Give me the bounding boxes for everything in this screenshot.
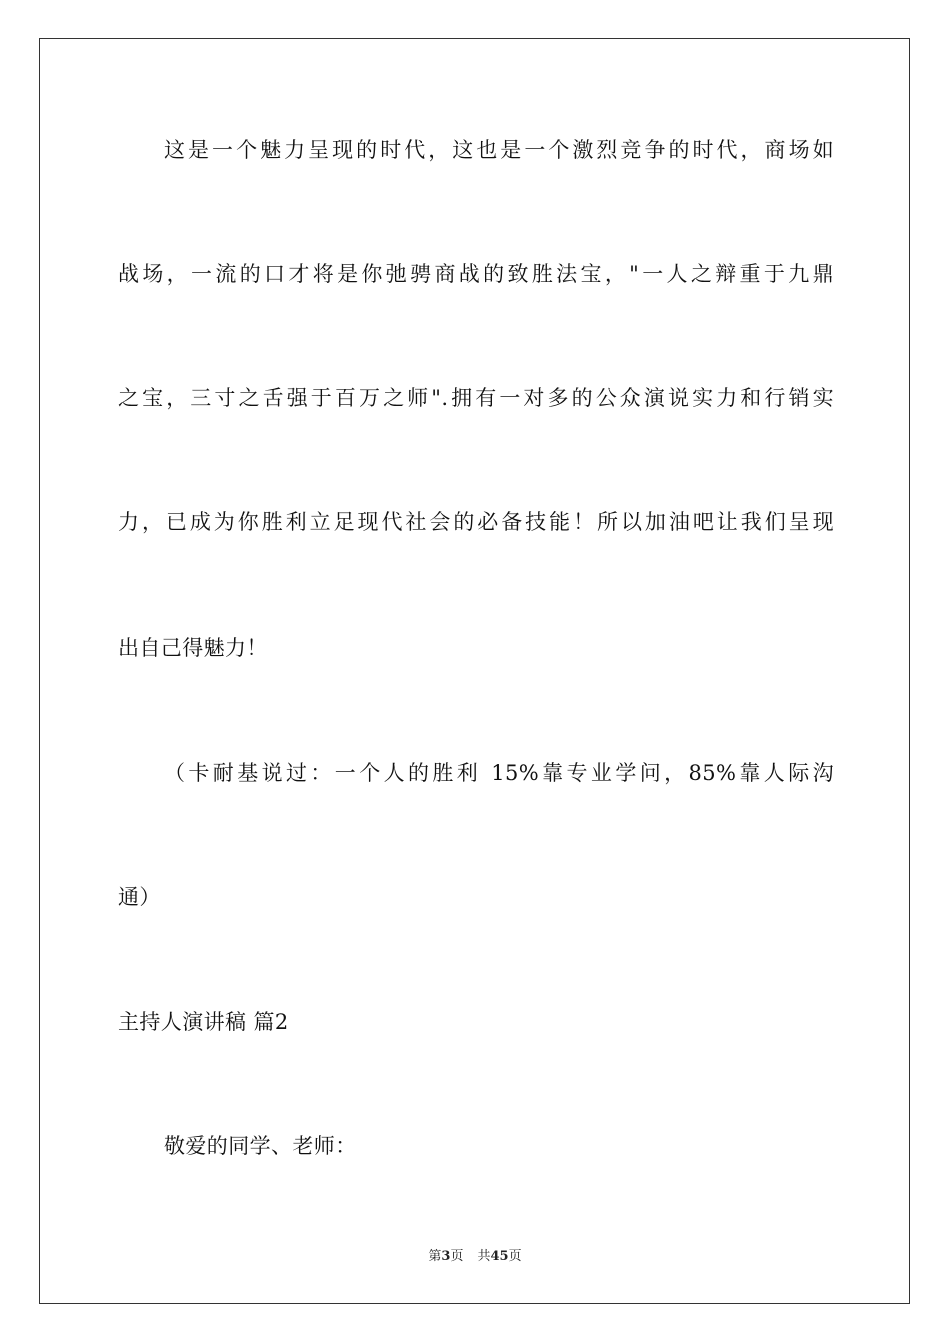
page-prefix: 第 [428,1249,442,1264]
total-prefix: 共 [477,1249,491,1264]
section-heading: 主持人演讲稿 篇2 [118,1010,289,1034]
paragraph-1-line-1: 这是一个魅力呈现的时代，这也是一个激烈竞争的时代，商场如 [164,138,834,162]
page-border [39,38,910,1304]
total-pages: 45 [490,1249,509,1264]
paragraph-2-line-2: 通） [118,885,161,909]
greeting: 敬爱的同学、老师： [164,1134,357,1158]
page-footer [0,1248,950,1266]
paragraph-1-line-5: 出自己得魅力！ [118,636,268,660]
page-suffix: 页 [450,1249,464,1264]
paragraph-2-line-1: （卡耐基说过：一个人的胜利 15%靠专业学问，85%靠人际沟 [164,761,834,785]
paragraph-1-line-2: 战场，一流的口才将是你弛骋商战的致胜法宝，"一人之辩重于九鼎 [118,262,834,286]
paragraph-1-line-4: 力，已成为你胜利立足现代社会的必备技能！所以加油吧让我们呈现 [118,510,834,534]
paragraph-1-line-3: 之宝，三寸之舌强于百万之师".拥有一对多的公众演说实力和行销实 [118,386,834,410]
total-suffix: 页 [508,1249,522,1264]
page-number: 3 [441,1249,451,1264]
